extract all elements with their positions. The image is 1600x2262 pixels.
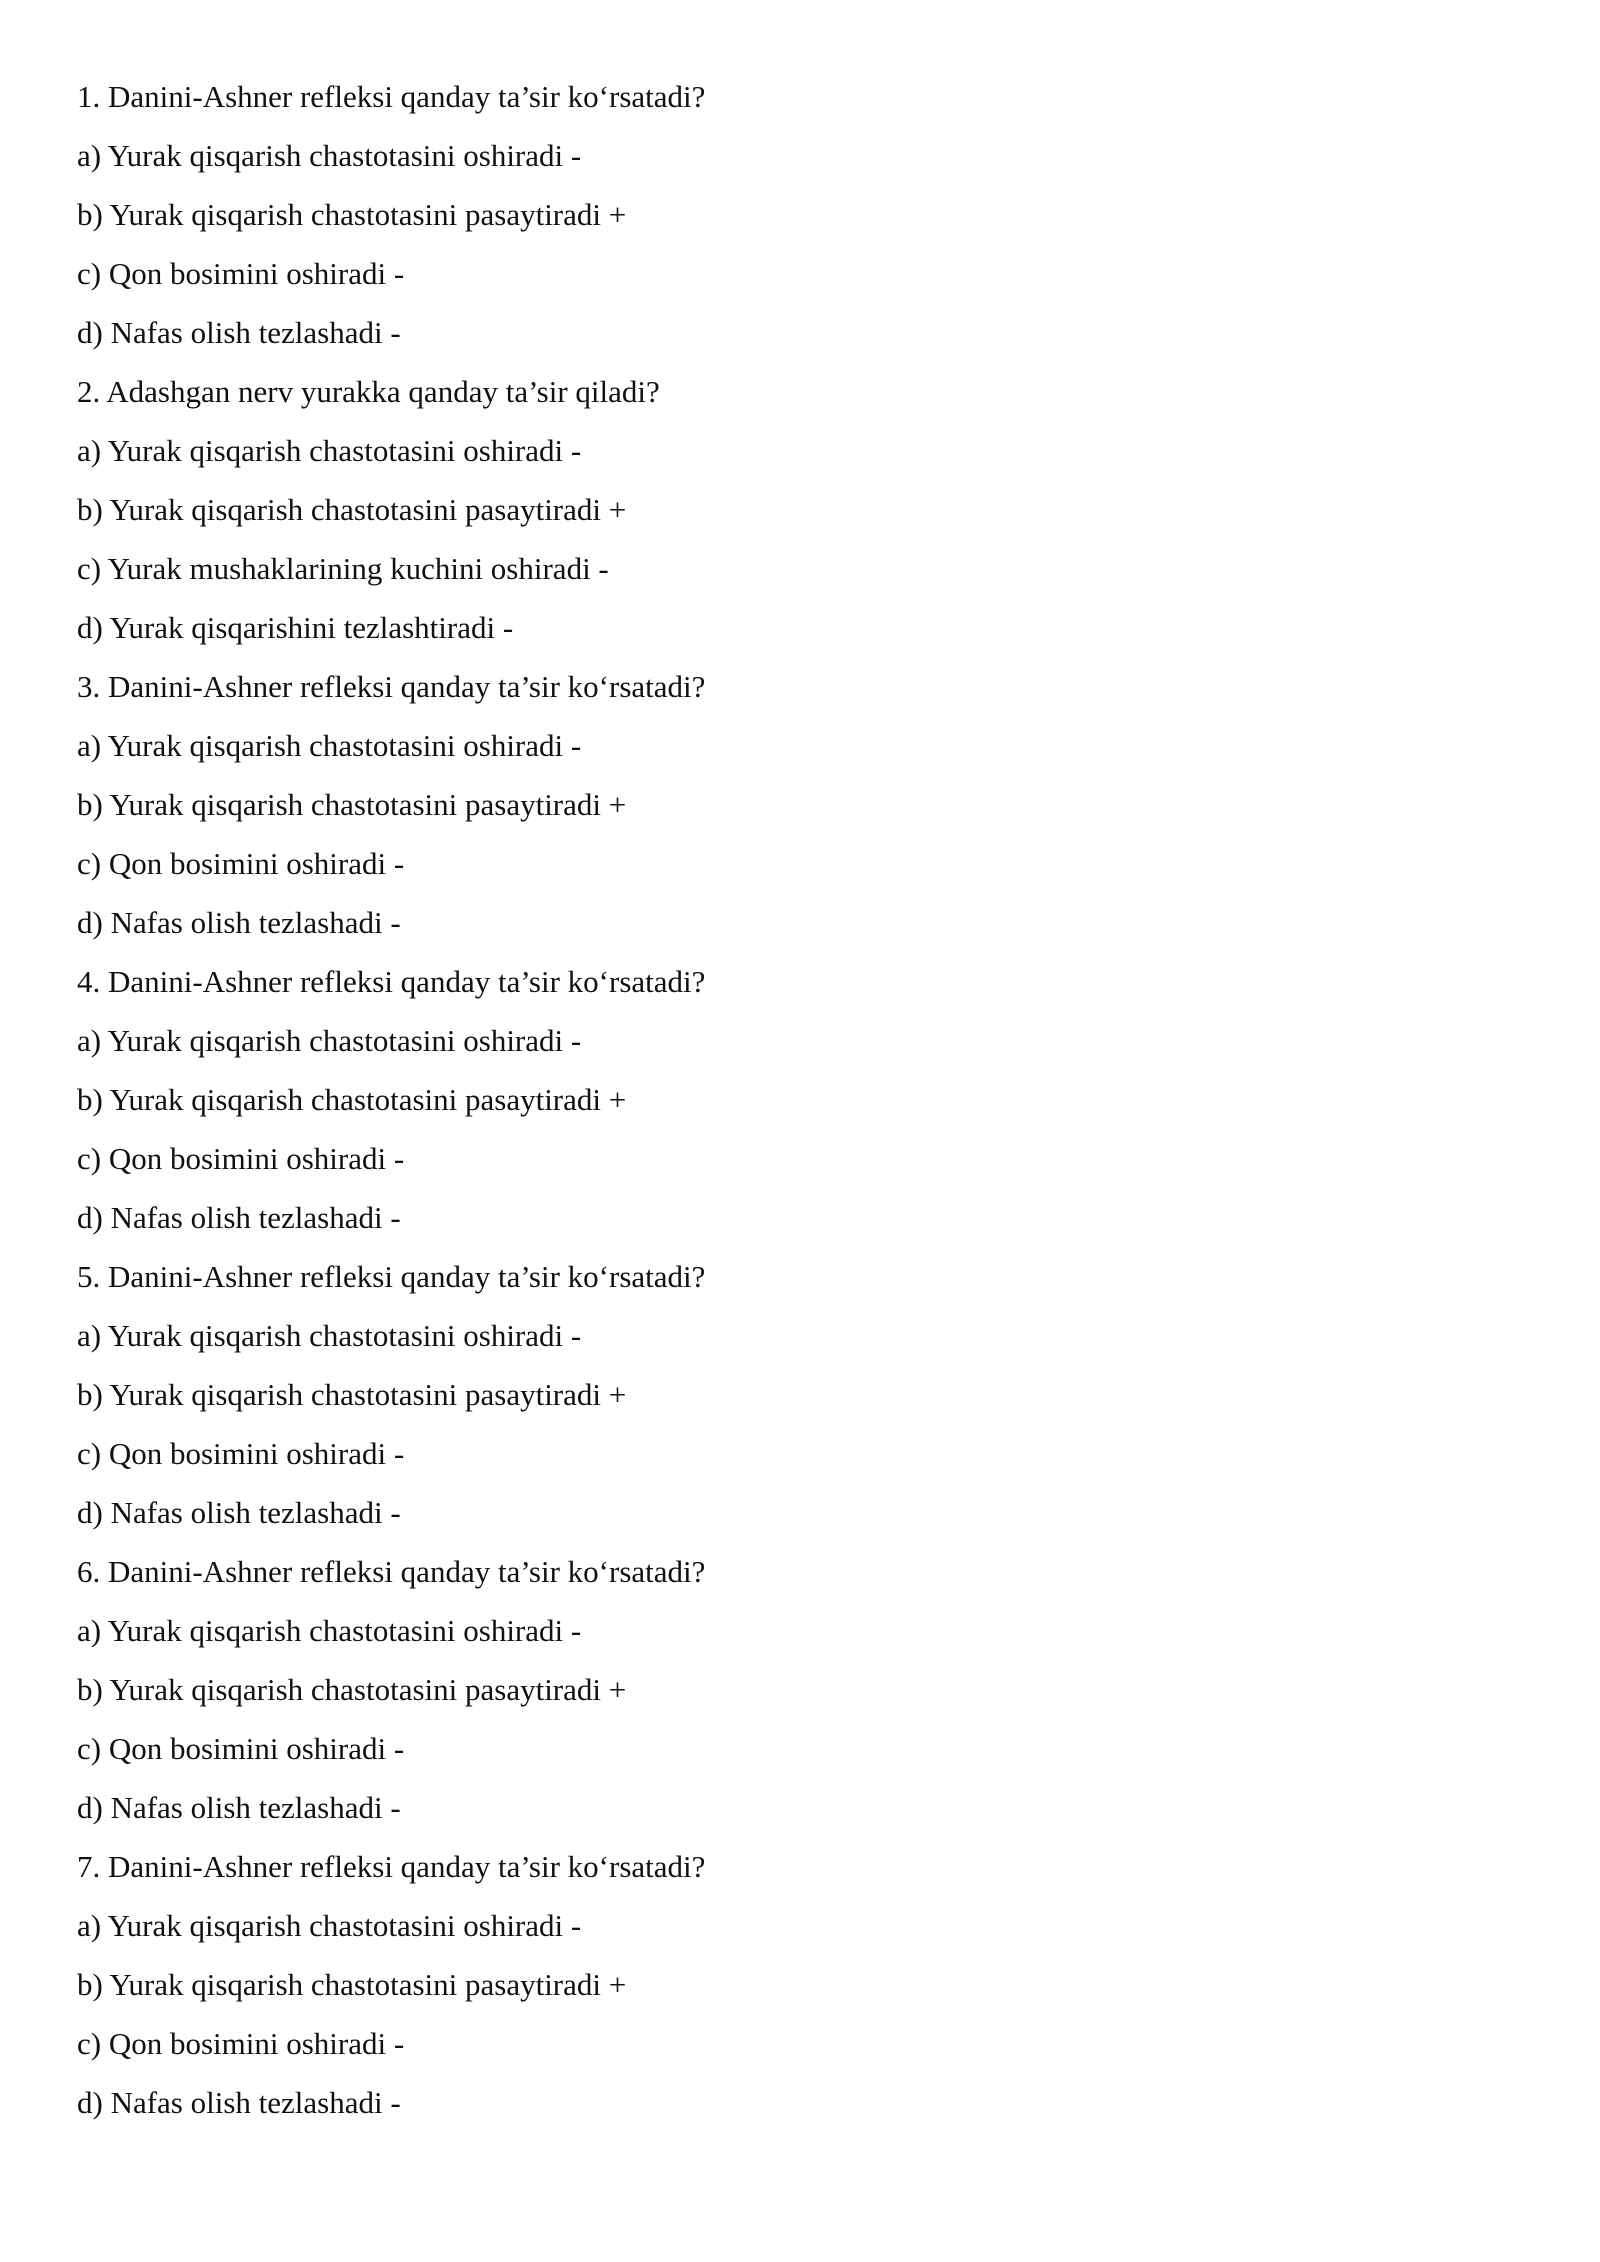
question-text: 3. Danini-Ashner refleksi qanday ta’sir ko‘rsatadi? xyxy=(77,669,706,704)
answer-option-b: b) Yurak qisqarish chastotasini pasaytiradi + xyxy=(77,1082,627,1117)
answer-option-b: b) Yurak qisqarish chastotasini pasaytiradi + xyxy=(77,787,627,822)
answer-option-b: b) Yurak qisqarish chastotasini pasaytiradi + xyxy=(77,197,627,232)
quiz-item xyxy=(77,1841,1517,2136)
answer-option-b: b) Yurak qisqarish chastotasini pasaytiradi + xyxy=(77,1672,627,1707)
answer-option-d: d) Nafas olish tezlashadi - xyxy=(77,905,401,940)
answer-option-d: d) Nafas olish tezlashadi - xyxy=(77,315,401,350)
answer-option-b: b) Yurak qisqarish chastotasini pasaytiradi + xyxy=(77,1967,627,2002)
answer-option-a: a) Yurak qisqarish chastotasini oshiradi - xyxy=(77,1613,582,1648)
answer-option-a: a) Yurak qisqarish chastotasini oshiradi - xyxy=(77,1023,582,1058)
answer-option-c: c) Qon bosimini oshiradi - xyxy=(77,2026,405,2061)
quiz-item xyxy=(77,1251,1517,1546)
quiz-item xyxy=(77,71,1517,366)
answer-option-a: a) Yurak qisqarish chastotasini oshiradi - xyxy=(77,1318,582,1353)
answer-option-c: c) Qon bosimini oshiradi - xyxy=(77,1731,405,1766)
answer-option-d: d) Nafas olish tezlashadi - xyxy=(77,1790,401,1825)
answer-option-b: b) Yurak qisqarish chastotasini pasaytiradi + xyxy=(77,1377,627,1412)
answer-option-c: c) Qon bosimini oshiradi - xyxy=(77,1141,405,1176)
answer-option-c: c) Qon bosimini oshiradi - xyxy=(77,1436,405,1471)
answer-option-c: c) Qon bosimini oshiradi - xyxy=(77,846,405,881)
question-text: 6. Danini-Ashner refleksi qanday ta’sir ko‘rsatadi? xyxy=(77,1554,706,1589)
question-text: 4. Danini-Ashner refleksi qanday ta’sir ko‘rsatadi? xyxy=(77,964,706,999)
answer-option-d: d) Yurak qisqarishini tezlashtiradi - xyxy=(77,610,514,645)
question-text: 2. Adashgan nerv yurakka qanday ta’sir qiladi? xyxy=(77,374,660,409)
quiz-item xyxy=(77,366,1517,661)
answer-option-c: c) Qon bosimini oshiradi - xyxy=(77,256,405,291)
question-text: 1. Danini-Ashner refleksi qanday ta’sir ko‘rsatadi? xyxy=(77,79,706,114)
question-text: 7. Danini-Ashner refleksi qanday ta’sir ko‘rsatadi? xyxy=(77,1849,706,1884)
answer-option-d: d) Nafas olish tezlashadi - xyxy=(77,1495,401,1530)
answer-option-a: a) Yurak qisqarish chastotasini oshiradi - xyxy=(77,433,582,468)
answer-option-b: b) Yurak qisqarish chastotasini pasaytiradi + xyxy=(77,492,627,527)
answer-option-d: d) Nafas olish tezlashadi - xyxy=(77,1200,401,1235)
quiz-list xyxy=(77,71,1517,2136)
question-text: 5. Danini-Ashner refleksi qanday ta’sir ko‘rsatadi? xyxy=(77,1259,706,1294)
answer-option-a: a) Yurak qisqarish chastotasini oshiradi - xyxy=(77,728,582,763)
answer-option-d: d) Nafas olish tezlashadi - xyxy=(77,2085,401,2120)
quiz-item xyxy=(77,1546,1517,1841)
answer-option-a: a) Yurak qisqarish chastotasini oshiradi - xyxy=(77,1908,582,1943)
quiz-item xyxy=(77,661,1517,956)
answer-option-a: a) Yurak qisqarish chastotasini oshiradi - xyxy=(77,138,582,173)
quiz-item xyxy=(77,956,1517,1251)
answer-option-c: c) Yurak mushaklarining kuchini oshiradi - xyxy=(77,551,609,586)
